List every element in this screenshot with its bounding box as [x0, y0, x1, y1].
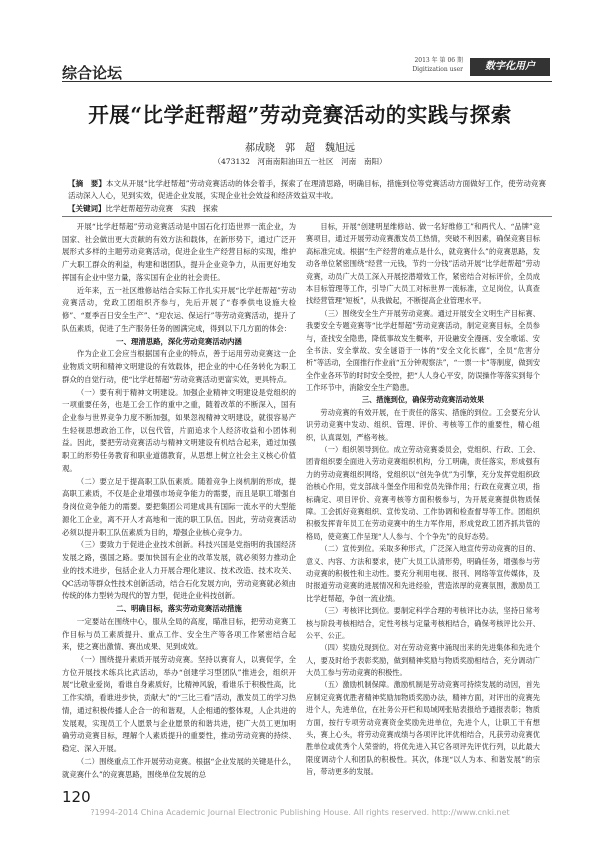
journal-name: 数字化用户 [470, 58, 550, 76]
header-rule [62, 81, 552, 82]
paragraph: 目标，开展“创建明星维修站、做一名好维修工”和两代人、“品牌”竞赛项目，通过开展劳动竞赛激发员工热情，突破不利因素，确保竞赛目标高标准完成。根据“生产经营的难点是什么，就竞赛什么”的竞赛思路，发动各单位紧密围绕“经营一元钱，节约一分钱”活动开展“比学赶帮超”劳动竞赛，动员广大员工深入开展挖潜增效工作，紧密结合对标评价，全员成本目标管理等工作，引导广大员工对标世界一流标准，立足岗位，认真查找经营管理“短板”，从我做起，不断提高企业管理水平。 [306, 222, 540, 306]
paragraph: （二）宣传到位。采取多种形式，广泛深入地宣传劳动竞赛的目的、意义、内容、方法和要求，使广大员工认清形势，明确任务，增强参与劳动竞赛的积极性和主动性。要充分利用电视、报刊、网络等宣传媒体，及时报道劳动竞赛的进展情况和先进经验，营造浓厚的竞赛氛围，激励员工比学赶帮超，争创一流业绩。 [306, 544, 540, 603]
section-heading: 三、措施到位，确保劳动竞赛活动效果 [361, 395, 485, 405]
keywords-label: 【关键词】 [68, 204, 106, 213]
paragraph: （三）围绕安全生产开展劳动竞赛。通过开展安全文明生产目标赛、我要安全专题竞赛等“比学赶帮超”劳动竞赛活动，制定竞赛目标，全员参与，查找安全隐患，降低事故发生概率，开设融安全漫画、安全歌谣、安全书法、安全掌故、安全谜语于一体的“安全文化长廊”，全员“危害分析”等活动，全面推行作业前“五分钟观察法”，“一票一卡”等制度，做到安全作业各环节的时时安全受控，把“人人身心平安，防误操作等落实到每个工作环节中，消除安全生产隐患。 [306, 308, 541, 393]
journal-english-name: Digitization user [412, 66, 463, 73]
section-heading: 一、理清思路，深化劳动竞赛活动内涵 [116, 336, 242, 346]
paragraph: （一）组织领导到位。成立劳动竞赛委员会，党组织、行政、工会、团青组织要全面进入劳动竞赛组织机构，分工明确，责任落实，形成强有力的劳动竞赛组织网络，党组织以“创先争优”为引擎，充分发挥党组织政治核心作用，党支部战斗堡垒作用和党员先锋作用；行政在竞赛立项，指标确定、项目评价、竞赛考核等方面积极参与，为开展竞赛提供物质保障。工会抓好竞赛组织、宣传发动、工作协调和检查督导等工作。团组织积极发挥青年员工在劳动竞赛中的生力军作用，形成党政工团齐抓共管的格局，使竞赛工作呈现“人人参与、个个争先”的良好态势。 [306, 445, 540, 541]
article-title: 开展“比学赶帮超”劳动竞赛活动的实践与探索 [88, 103, 512, 127]
affiliation: （473132 河南南阳油田五一社区 河南 南阳） [213, 157, 387, 166]
paragraph: （三）要致力于促进企业技术创新。科技兴国是党指明的我国经济发展之路，强国之路。要加快国有企业的改革发展，就必须努力推动企业的技术进步，包括企业人力开展合理化建议、技术改造、技术攻关、QC活动等群众性技术创新活动，结合石化发展方向，劳动竞赛就必须由传统的体力型转为现代的智力型，促进企业科技创新。 [62, 540, 296, 601]
abstract-text: 本文从开展“比学赶帮超”劳动竞赛活动的体会着手，探索了在理清思路，明确目标，措施到位等党赛活动方面做好工作，使劳动竞赛活动深入人心，见到实效，促进企业发展，实现企业社会效益和经济效益双丰收。 [68, 179, 547, 200]
left-column [62, 221, 296, 781]
issue-line: 2013 年 第 06 期 [414, 57, 463, 64]
paragraph: （三）考核评比到位。要制定科学合理的考核评比办法，坚持日常考核与阶段考核相结合，定性考核与定量考核相结合，确保考核评比公开、公平、公正。 [306, 606, 540, 640]
authors: 郝成晓 郭 超 魏旭远 [245, 143, 355, 154]
paragraph: （一）围绕提升素质开展劳动竞赛。坚持以赛育人，以赛促学，全方位开展技术练兵比武活动，举办“创建学习型团队”推进会，组织开展“比敬业爱岗，看谁自身素质好，比精神风貌，看谁乐于积极性高，比工作实绩，看谁进步快，贡献大”的“三比三看”活动，激发员工的学习热情，通过积极传播人企合一的和谐观，人企相通的整体观，人企共进的发展观，实现员工个人愿景与企业愿景的和谐共进，使广大员工更加明确劳动竞赛目标，理解个人素质提升的重要性，推动劳动竞赛的持续、稳定、深入开展。 [62, 654, 296, 754]
abstract-rule [62, 216, 552, 217]
section-name: 综合论坛 [62, 64, 123, 82]
paragraph: （四）奖励兑现到位。对在劳动竞赛中涌现出来的先进集体和先进个人，要及时给予表彰奖励，做到精神奖励与物质奖励相结合，充分调动广大员工参与劳动竞赛的积极性。 [306, 643, 540, 678]
paragraph: （一）要有利于精神文明建设。加强企业精神文明建设是党组织的一项重要任务，也是工会工作的重中之重，随着改革的不断深入，国有企业参与世界竞争力度不断加强，如果忽视精神文明建设，就很容易产生轻视思想政治工作，以包代管，片面追求个人经济收益和小团体利益。因此，要把劳动竞赛活动与精神文明建设有机结合起来，通过加强职工的形势任务教育和职业道德教育，从思想上树立社会主义核心价值观。 [62, 387, 296, 473]
issue-info [387, 56, 463, 74]
keywords [68, 203, 546, 215]
keywords-text: 比学赶帮超劳动竞赛 实践 探索 [105, 204, 218, 213]
abstract [68, 178, 546, 202]
copyright-footer: ?1994-2014 China Academic Journal Electronic Publishing House. All rights reserved. http://www.cnki.net [90, 808, 510, 817]
paragraph: （二）要立足于提高职工队伍素质。随着竞争上岗机制的形成，提高职工素质，不仅是企业增强市场竞争能力的需要，而且是职工增强自身岗位竞争能力的需要。要把集团公司建成具有国际一流水平的大型能源化工企业，离不开人才高地和一流的职工队伍。因此，劳动竞赛活动必须以提升职工队伍素质为目的，增强企业核心竞争力。 [62, 476, 296, 537]
page-number: 120 [62, 788, 91, 806]
paragraph: 近年来，五一社区维修站结合实际工作扎实开展“比学赶帮超”劳动竞赛活动，党政工团组织齐参与，先后开展了“春季供电设施大检修”、“夏季百日安全生产”、“迎农运、保运行”等劳动竞赛活动，提升了队伍素质，促进了生产服务任务的圆满完成，得到以下几方面的体会： [62, 285, 296, 333]
paragraph: 劳动竞赛的有效开展，在于责任的落实、措施的到位。工会要充分认识劳动竞赛中发动、组织、管理、评价、考核等工作的重要性，精心组织，认真谋划，严格考核。 [306, 407, 540, 442]
section-heading: 二、明确目标，落实劳动竞赛活动措施 [116, 604, 242, 614]
right-column [306, 221, 540, 779]
paragraph: （五）激励机制保障。激励机制是劳动竞赛可持续发展的动因，首先应制定竞赛优胜者精神奖励加物质奖励办法，精神方面，对评出的竞赛先进个人，先进单位，在社务公开栏和局域网张贴表报给予通报表彰；物质方面，按行专项劳动竞赛资金奖励先进单位，先进个人，让职工干有想头，赛上心头，将劳动竞赛成绩与各项评比评优相结合，凡获劳动竞赛优胜单位或优秀个人荣誉的，将优先进入其它各项评先评优行列，以此最大限度调动个人和团队的积极性。其次，体现“以人为本、和谐发展”的宗旨，带动更多的发展。 [306, 680, 540, 777]
page-header [62, 56, 552, 86]
paragraph: 开展“比学赶帮超”劳动竞赛活动是中国石化打造世界一流企业，为国家、社会做出更大贡献的有效方法和载体，在新形势下，通过广泛开展形式多样的主题劳动竞赛活动，促进企业生产经营目标的实现，维护广大职工群众的利益，构建和谐团队，提升企业竞争力，从而更好地发挥国有企业中坚力量，落实国有企业的社会责任。 [62, 222, 296, 282]
paragraph: 作为企业工会应当根据国有企业的特点，善于运用劳动竞赛这一企业物质文明和精神文明建设的有效载体，把企业的中心任务转化为职工群众的自觉行动，使“比学赶帮超”劳动竞赛活动更富实效，更具特点。 [62, 349, 296, 384]
paragraph: 一定要站在围绕中心，服从全局的高度，瞄准目标，把劳动竞赛工作目标与员工素质提升、重点工作、安全生产等各项工作紧密结合起来，使之赛出激情、赛出成果、见到成效。 [62, 616, 296, 652]
abstract-label: 【摘 要】 [68, 179, 106, 188]
paragraph: （二）围绕重点工作开展劳动竞赛。根据“企业发展的关键是什么，就竞赛什么”的竞赛思路，围绕单位发展的总 [62, 756, 296, 779]
